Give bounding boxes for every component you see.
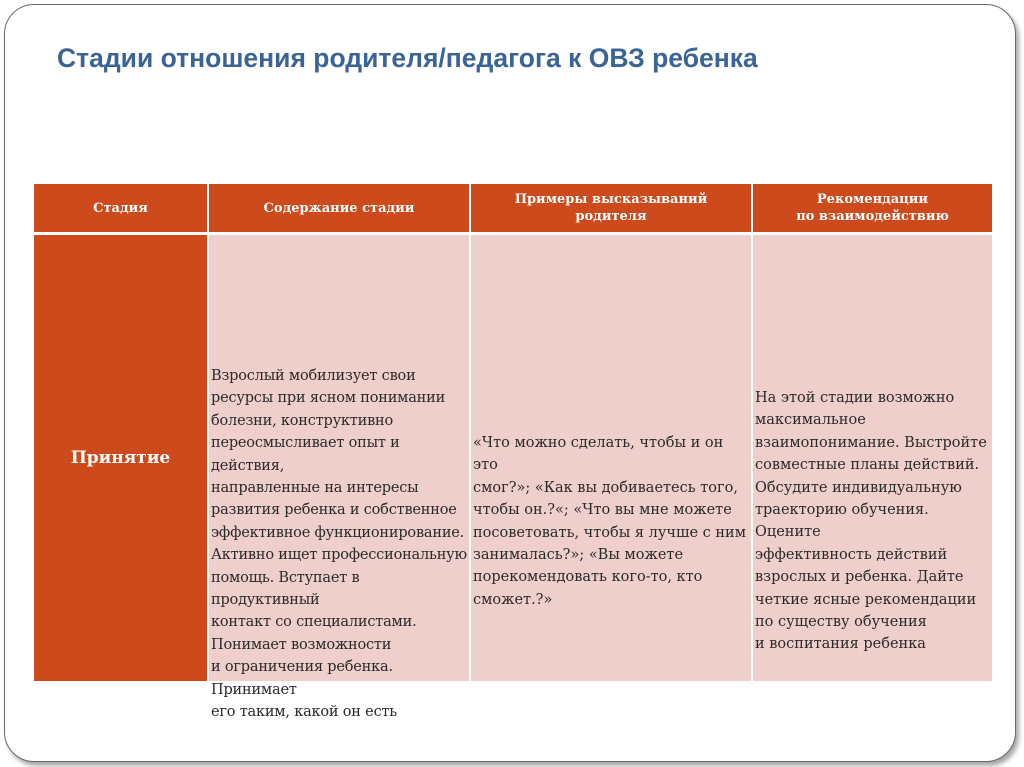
examples-cell	[471, 235, 751, 681]
header-stage: Стадия	[34, 184, 207, 232]
stage-cell: Принятие	[34, 235, 207, 681]
slide-title: Стадии отношения родителя/педагога к ОВЗ ребенка	[57, 43, 758, 73]
recommendations-cell	[753, 235, 992, 681]
examples-text: «Что можно сделать, чтобы и он это смог?»; «Как вы добиваетесь того, чтобы он.?«; «Что вы мне можете посоветовать, чтобы я лучше с ним занималась?»; «Вы можете порекомендовать кого-то, кто сможет.?»	[473, 435, 746, 608]
header-content: Содержание стадии	[209, 184, 469, 232]
header-recommendations: Рекомендации по взаимодействию	[753, 184, 992, 232]
header-examples: Примеры высказываний родителя	[471, 184, 751, 232]
content-text: Взрослый мобилизует свои ресурсы при ясном понимании болезни, конструктивно переосмысливает опыт и действия, направленные на интересы развития ребенка и собственное эффективное функционирование. Активно ищет профессиональную помощь. Вступает в продуктивный контакт со специалистами. Понимает возможности и ограничения ребенка. Принимает его таким, какой он есть	[211, 368, 467, 721]
recommendations-text: На этой стадии возможно максимальное взаимопонимание. Выстройте совместные планы действий. Обсудите индивидуальную траекторию обучения. Оцените эффективность действий взрослых и ребенка. Дайте четкие ясные рекомендации по существу обучения и воспитания ребенка	[755, 390, 987, 653]
content-cell	[209, 235, 469, 721]
stages-table	[34, 184, 992, 721]
